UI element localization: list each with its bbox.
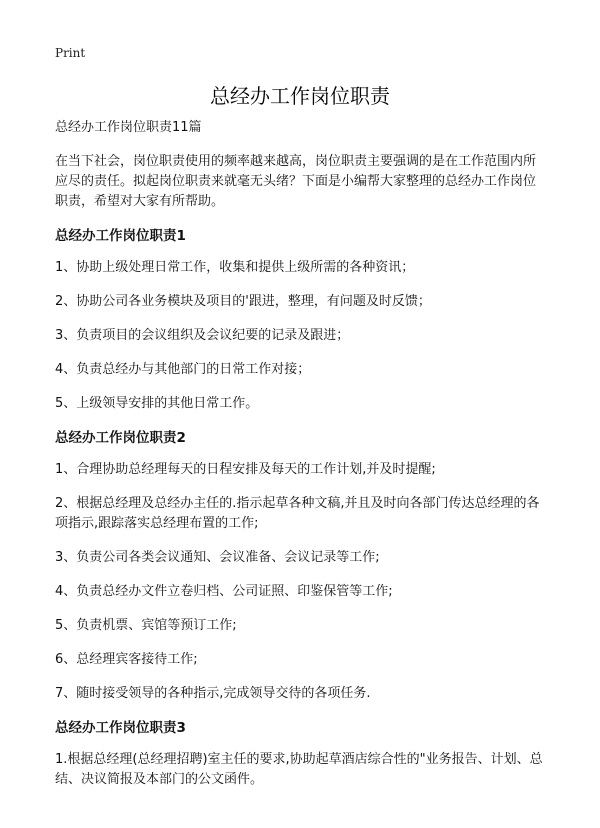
list-item: 1、合理协助总经理每天的日程安排及每天的工作计划,并及时提醒; xyxy=(55,462,436,477)
section-heading: 总经办工作岗位职责2 xyxy=(55,430,186,446)
section-heading: 总经办工作岗位职责3 xyxy=(55,720,186,736)
page-title: 总经办工作岗位职责 xyxy=(210,84,390,108)
list-item: 5、上级领导安排的其他日常工作。 xyxy=(55,396,259,411)
list-item: 3、负责项目的会议组织及会议纪要的记录及跟进； xyxy=(55,328,350,343)
section-1 xyxy=(55,226,545,414)
document-body xyxy=(55,118,545,804)
list-item: 1.根据总经理(总经理招聘)室主任的要求,协助起草酒店综合性的"业务报告、计划、总结、决议简报及本部门的公文函件。 xyxy=(55,752,543,787)
list-item: 1、协助上级处理日常工作，收集和提供上级所需的各种资讯； xyxy=(55,260,415,275)
list-item: 2、根据总经理及总经办主任的.指示起草各种文稿,并且及时向各部门传达总经理的各项指示,跟踪落实总经理布置的工作; xyxy=(55,496,540,531)
section-2 xyxy=(55,428,545,704)
list-item: 7、随时接受领导的各种指示,完成领导交待的各项任务. xyxy=(55,686,371,701)
list-item: 5、负责机票、宾馆等预订工作; xyxy=(55,618,237,633)
list-item: 6、总经理宾客接待工作; xyxy=(55,652,198,667)
section-3 xyxy=(55,718,545,790)
list-item: 4、负责总经办文件立卷归档、公司证照、印鉴保管等工作; xyxy=(55,584,393,599)
list-item: 3、负责公司各类会议通知、会议准备、会议记录等工作; xyxy=(55,550,380,565)
intro-paragraph: 在当下社会，岗位职责使用的频率越来越高，岗位职责主要强调的是在工作范围内所应尽的责任。拟起岗位职责来就毫无头绪？下面是小编帮大家整理的总经办工作岗位职责，希望对大家有所帮助。 xyxy=(55,154,537,209)
list-item: 4、负责总经办与其他部门的日常工作对接； xyxy=(55,362,311,377)
section-heading: 总经办工作岗位职责1 xyxy=(55,228,186,244)
print-link[interactable]: Print xyxy=(55,46,86,60)
document-subtitle: 总经办工作岗位职责11篇 xyxy=(55,120,202,135)
list-item: 2、协助公司各业务模块及项目的'跟进，整理，有问题及时反馈； xyxy=(55,294,431,309)
